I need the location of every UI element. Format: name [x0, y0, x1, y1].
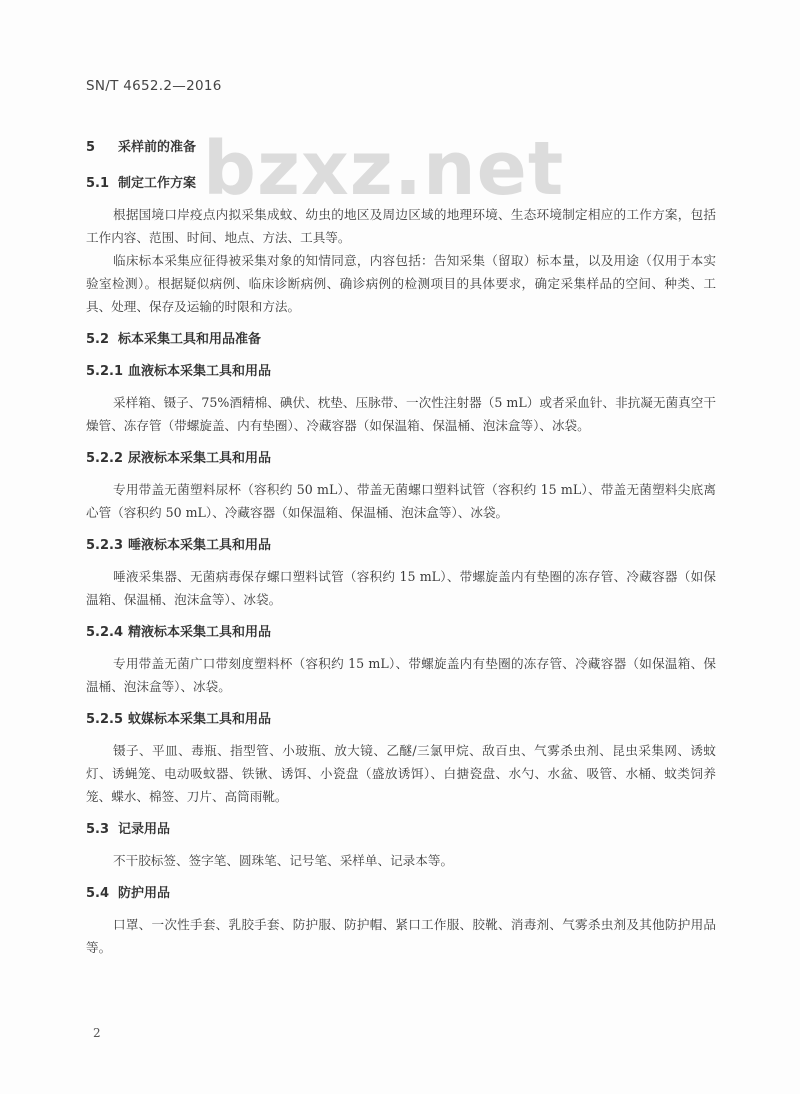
section-title: 血液标本采集工具和用品: [128, 364, 272, 379]
section-title: 采样前的准备: [118, 140, 197, 155]
paragraph: 根据国境口岸疫点内拟采集成蚊、幼虫的地区及周边区域的地理环境、生态环境制定相应的工作方案，包括工作内容、范围、时间、地点、方法、工具等。: [86, 207, 716, 245]
section-number: 5.2: [86, 332, 110, 347]
paragraph: 唾液采集器、无菌病毒保存螺口塑料试管（容积约 15 mL）、带螺旋盖内有垫圈的冻存管、冷藏容器（如保温箱、保温桶、泡沫盒等）、冰袋。: [86, 569, 716, 607]
section-number: 5.2.4: [86, 625, 124, 640]
section-heading-5-2-1: [86, 362, 716, 382]
section-number: 5.1: [86, 176, 110, 191]
section-number: 5.2.5: [86, 712, 124, 727]
paragraph: 镊子、平皿、毒瓶、指型管、小玻瓶、放大镜、乙醚/三氯甲烷、敌百虫、气雾杀虫剂、昆虫采集网、诱蚊灯、诱蝇笼、电动吸蚊器、铁锹、诱饵、小瓷盘（盛放诱饵）、白搪瓷盘、水勺、水盆、吸管、水桶、蚊类饲养笼、蝶水、棉签、刀片、高筒雨靴。: [86, 743, 716, 804]
section-heading-5-2-4: [86, 623, 716, 643]
standard-number: SN/T 4652.2—2016: [86, 78, 222, 94]
paragraph: 不干胶标签、签字笔、圆珠笔、记号笔、采样单、记录本等。: [113, 853, 454, 868]
section-title: 精液标本采集工具和用品: [128, 625, 272, 640]
section-number: 5.3: [86, 822, 110, 837]
section-heading-5: [86, 138, 716, 158]
section-title: 防护用品: [118, 886, 171, 901]
section-number: 5.2.2: [86, 451, 124, 466]
section-heading-5-1: [86, 174, 716, 194]
section-title: 唾液标本采集工具和用品: [128, 538, 272, 553]
paragraph: 专用带盖无菌广口带刻度塑料杯（容积约 15 mL）、带螺旋盖内有垫圈的冻存管、冷藏容器（如保温箱、保温桶、泡沫盒等）、冰袋。: [86, 656, 716, 694]
paragraph: 口罩、一次性手套、乳胶手套、防护服、防护帽、紧口工作服、胶靴、消毒剂、气雾杀虫剂及其他防护用品等。: [86, 917, 716, 955]
section-title: 蚊媒标本采集工具和用品: [128, 712, 272, 727]
section-heading-5-4: [86, 884, 716, 904]
section-heading-5-2-2: [86, 449, 716, 469]
paragraph: 专用带盖无菌塑料尿杯（容积约 50 mL）、带盖无菌螺口塑料试管（容积约 15 mL）、带盖无菌塑料尖底离心管（容积约 50 mL）、冷藏容器（如保温箱、保温桶、泡沫盒等）、冰袋。: [86, 482, 716, 520]
paragraph: 临床标本采集应征得被采集对象的知情同意，内容包括：告知采集（留取）标本量，以及用途（仅用于本实验室检测）。根据疑似病例、临床诊断病例、确诊病例的检测项目的具体要求，确定采集样品的空间、种类、工具、处理、保存及运输的时限和方法。: [86, 253, 716, 314]
section-number: 5.2.1: [86, 364, 124, 379]
section-title: 尿液标本采集工具和用品: [128, 451, 272, 466]
section-title: 制定工作方案: [118, 176, 197, 191]
section-number: 5.2.3: [86, 538, 124, 553]
page-number: 2: [93, 1026, 101, 1040]
section-number: 5: [86, 140, 96, 155]
watermark: bzxz.net: [203, 126, 565, 212]
section-heading-5-2-5: [86, 710, 716, 730]
paragraph: 采样箱、镊子、75%酒精棉、碘伏、枕垫、压脉带、一次性注射器（5 mL）或者采血针、非抗凝无菌真空干燥管、冻存管（带螺旋盖、内有垫圈）、冷藏容器（如保温箱、保温桶、泡沫盒等）、冰袋。: [86, 395, 716, 433]
document-body: [86, 138, 716, 959]
section-title: 记录用品: [118, 822, 171, 837]
section-heading-5-2-3: [86, 536, 716, 556]
section-number: 5.4: [86, 886, 110, 901]
section-heading-5-3: [86, 820, 716, 840]
section-heading-5-2: [86, 330, 716, 350]
section-title: 标本采集工具和用品准备: [118, 332, 262, 347]
